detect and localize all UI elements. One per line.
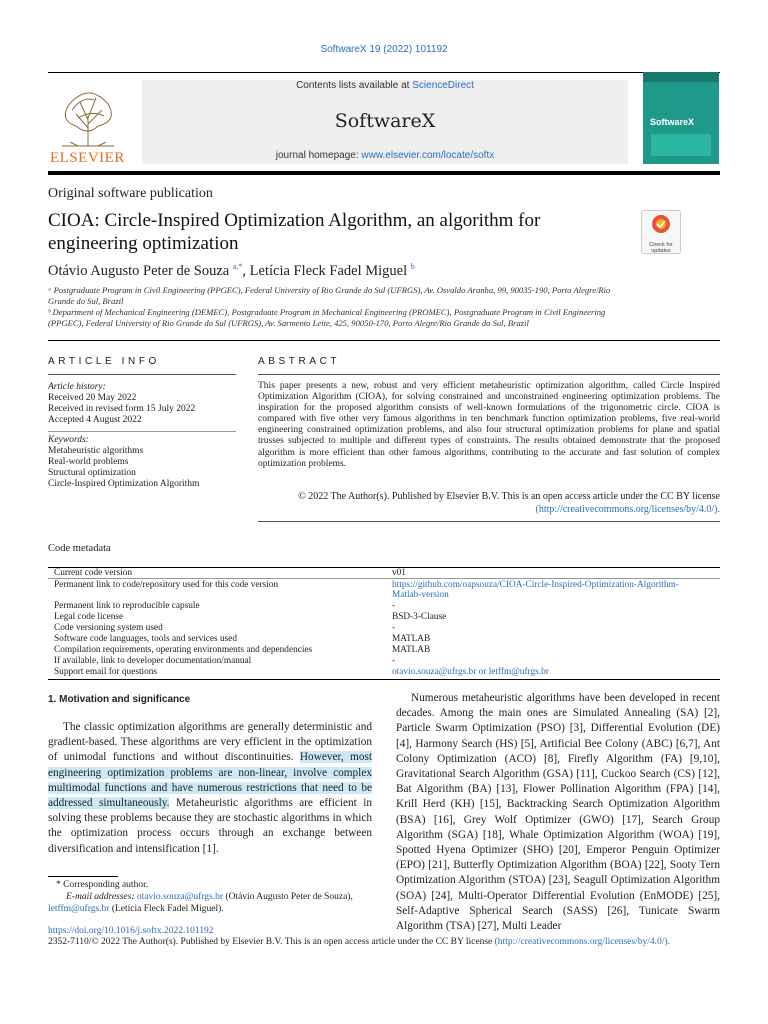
table-row-label: Compilation requirements, operating environments and dependencies — [54, 645, 313, 655]
homepage-line — [142, 150, 628, 161]
corresponding-author-note: * Corresponding author. — [56, 880, 149, 890]
author-separator: , — [242, 262, 250, 279]
table-row-value: - — [392, 623, 396, 633]
table-row-label: Legal code license — [54, 612, 124, 622]
support-email-link[interactable]: otavio.souza@ufrgs.br or letffm@ufrgs.br — [392, 667, 549, 677]
body-paragraph-1 — [48, 720, 372, 857]
divider — [48, 374, 236, 375]
email-owner: (Letícia Fleck Fadel Miguel). — [109, 904, 224, 914]
publication-type: Original software publication — [48, 186, 213, 201]
contents-line — [142, 80, 628, 91]
email-label: E-mail addresses: — [66, 892, 137, 902]
table-row-label: Permanent link to reproducible capsule — [54, 601, 200, 611]
table-row-label: Support email for questions — [54, 667, 158, 677]
homepage-link[interactable]: www.elsevier.com/locate/softx — [361, 150, 495, 161]
author-affiliation-mark[interactable]: a,* — [232, 262, 243, 271]
divider — [48, 340, 720, 341]
table-divider — [48, 578, 720, 579]
check-updates-icon — [642, 211, 680, 237]
email-owner: (Otávio Augusto Peter de Souza), — [223, 892, 353, 902]
copyright-line — [48, 937, 670, 947]
section-heading: 1. Motivation and significance — [48, 694, 191, 705]
author-name: Otávio Augusto Peter de Souza — [48, 262, 230, 279]
keyword-item: Structural optimization — [48, 468, 136, 478]
email-link[interactable]: otavio.souza@ufrgs.br — [136, 892, 224, 902]
table-row-value: - — [392, 601, 396, 611]
code-metadata-heading: Code metadata — [48, 543, 111, 554]
journal-reference[interactable]: SoftwareX 19 (2022) 101192 — [320, 44, 448, 55]
table-row-label: If available, link to developer documentation/manual — [54, 656, 252, 666]
divider — [48, 431, 236, 432]
paragraph-text: Metaheuristic algorithms are efficient in solving these problems because they are stochastic algorithms in which the optimization process occurs through an exchange between diversification and intensification [1]. — [48, 797, 372, 855]
keyword-item: Real-world problems — [48, 457, 129, 467]
keywords — [48, 435, 248, 490]
elsevier-wordmark: ELSEVIER — [50, 150, 125, 166]
check-badge-line2: updates — [651, 248, 671, 254]
email-footnote-2 — [48, 903, 224, 915]
copyright-text: 2352-7110/© 2022 The Author(s). Published by Elsevier B.V. This is an open access article under the CC BY license — [48, 937, 495, 947]
received-date: Received 20 May 2022 — [48, 393, 137, 403]
affiliation-a: ᵃ Postgraduate Program in Civil Engineering (PPGEC), Federal University of Rio Grande do Sul (UFRGS), Av. Osvaldo Aranha, 99, 90035-190, Porto Alegre/Rio Grande do Sul, Brazil — [48, 285, 611, 306]
keyword-item: Metaheuristic algorithms — [48, 446, 144, 456]
article-history — [48, 382, 248, 426]
abstract-license — [258, 491, 720, 516]
doi-link[interactable]: https://doi.org/10.1016/j.softx.2022.101192 — [48, 926, 214, 936]
revised-date: Received in revised form 15 July 2022 — [48, 404, 196, 414]
check-badge-line1: Check for — [649, 242, 673, 248]
header-top-rule — [48, 72, 720, 73]
article-title: CIOA: Circle-Inspired Optimization Algorithm, an algorithm for engineering optimization — [48, 210, 541, 254]
table-row-label: Software code languages, tools and services used — [54, 634, 238, 644]
table-row-value: MATLAB — [392, 634, 431, 644]
table-row-value: BSD-3-Clause — [392, 612, 447, 622]
author-affiliation-mark[interactable]: b — [410, 262, 415, 271]
footnote-rule — [48, 876, 118, 877]
license-link[interactable]: (http://creativecommons.org/licenses/by/4.0/). — [535, 503, 720, 515]
email-footnote — [66, 891, 386, 903]
repository-link[interactable]: https://github.com/oapsouza/CIOA-Circle-Inspired-Optimization-Algorithm-Matlab-version — [392, 580, 679, 600]
header-bottom-rule — [48, 171, 720, 175]
body-paragraph-2: Numerous metaheuristic algorithms have been developed in recent decades. Among the main ones are Simulated Annealing (SA) [2], Particle Swarm Optimization (PSO) [3], Differential Evolution (DE) [4], Harmony Search (HS) [5], Artificial Bee Colony (ABC) [6,7], Ant Colony Optimization (ACO) [8], Firefly Algorithm (FA) [9,10], Gravitational Search Algorithm (GSA) [11], Cuckoo Search (CS) [12], Bat Algorithm (BA) [13], Flower Pollination Algorithm (FPA) [14], Krill Herd (KH) [15], Backtracking Search Optimization Algorithm (BSA) [16], Grey Wolf Optimizer (GWO) [17], Search Group Algorithm (SGA) [18], Whale Optimization Algorithm (WOA) [19], Spotted Hyena Optimizer (SHO) [20], Emperor Penguin Optimizer (EPO) [21], Butterfly Optimization Algorithm (BOA) [22], Sooty Tern Optimization Algorithm (STOA) [23], Seagull Optimization Algorithm (SOA) [24], Multi-Operator Differential Evolution (EnMODE) [25], Self-Adaptive Spherical Search (SASS) [26], Tunicate Swarm Algorithm (TSA) [27], Multi Leader — [396, 692, 720, 933]
accepted-date: Accepted 4 August 2022 — [48, 415, 142, 425]
table-row-value: MATLAB — [392, 645, 431, 655]
divider — [258, 374, 720, 375]
highlighted-text: However, most engineering optimization problems are non-linear, involve complex multimodal functions and have numerous restrictions that need to be addressed simultaneously. — [48, 751, 373, 810]
cover-title: SoftwareX — [650, 117, 695, 127]
sciencedirect-link[interactable]: ScienceDirect — [412, 80, 474, 91]
paragraph-text: The classic optimization algorithms are generally deterministic and gradient-based. These algorithms are very efficient in the optimization of unimodal functions and without discontinuities. — [48, 721, 372, 764]
divider — [258, 521, 720, 522]
license-text: © 2022 The Author(s). Published by Elsevier B.V. This is an open access article under the CC BY license — [298, 491, 720, 502]
table-row-label: Permanent link to code/repository used for this code version — [54, 580, 279, 590]
author-name: Letícia Fleck Fadel Miguel — [249, 262, 408, 279]
keywords-label: Keywords: — [48, 435, 89, 445]
table-row-value: v01 — [392, 568, 406, 578]
article-info-heading: ARTICLE INFO — [48, 356, 160, 367]
table-bottom-rule — [48, 679, 720, 680]
keyword-item: Circle-Inspired Optimization Algorithm — [48, 479, 200, 489]
contents-prefix: Contents lists available at — [296, 80, 413, 91]
table-row-label: Current code version — [54, 568, 132, 578]
abstract-text: This paper presents a new, robust and very efficient metaheuristic optimization algorithm, called Circle Inspired Optimization Algorithm (CIOA), for solving constrained and unconstrained engineering optimization problems. The inspiration for the proposed algorithm consists of well-known formulations of the trigonometric circle. CIOA is compared with five other very famous algorithms in ten benchmark function optimization problems, five real-world engineering constrained optimization problems, and also four structural optimization problems for plane and spatial trusses subjected to multiple and different types of constraints. The results obtained demonstrate that the proposed algorithm is more efficient than other famous algorithms, contributing to the accurate and fast solution of complex optimization problems. — [258, 381, 720, 469]
license-link[interactable]: (http://creativecommons.org/licenses/by/4.0/). — [494, 937, 670, 947]
email-link[interactable]: letffm@ufrgs.br — [48, 904, 110, 914]
affiliation-b: ᵇ Department of Mechanical Engineering (DEMEC), Postgraduate Program in Mechanical Engineering (PROMEC), Postgraduate Program in Civil Engineering (PPGEC), Federal University of Rio Grande do Sul (UFRGS), Av. Sarmento Leite, 425, 90050-170, Porto Alegre/Rio Grande do Sul, Brazil — [48, 307, 606, 328]
table-row-value: - — [392, 656, 396, 666]
abstract-heading: ABSTRACT — [258, 356, 341, 367]
homepage-prefix: journal homepage: — [275, 150, 362, 161]
author-list — [48, 262, 415, 280]
table-row-label: Code versioning system used — [54, 623, 163, 633]
journal-name: SoftwareX — [334, 110, 436, 132]
history-label: Article history: — [48, 382, 106, 392]
check-for-updates-button[interactable] — [641, 210, 681, 254]
